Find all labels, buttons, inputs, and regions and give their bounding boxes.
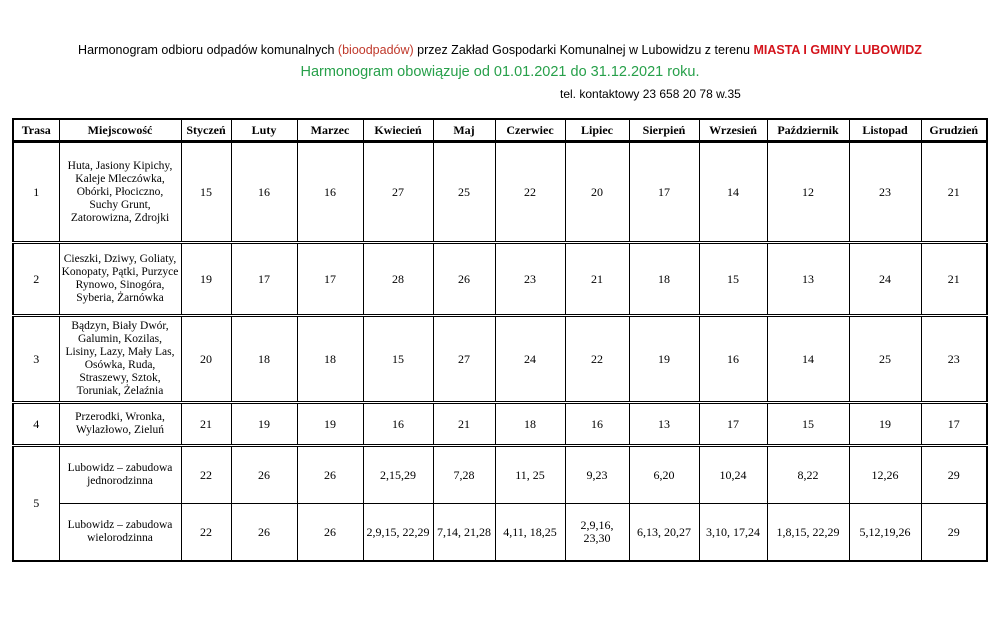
month-date-cell: 13 <box>767 243 849 316</box>
month-date-cell: 15 <box>363 316 433 403</box>
month-date-cell: 18 <box>629 243 699 316</box>
trasa-cell: 3 <box>13 316 59 403</box>
month-date-cell: 6,20 <box>629 446 699 504</box>
month-date-cell: 20 <box>565 142 629 243</box>
month-date-cell: 16 <box>231 142 297 243</box>
month-date-cell: 26 <box>231 446 297 504</box>
month-date-cell: 19 <box>181 243 231 316</box>
month-date-cell: 17 <box>921 403 987 446</box>
month-date-cell: 1,8,15, 22,29 <box>767 504 849 562</box>
month-date-cell: 14 <box>767 316 849 403</box>
column-header: Styczeń <box>181 119 231 142</box>
month-date-cell: 11, 25 <box>495 446 565 504</box>
month-date-cell: 27 <box>363 142 433 243</box>
month-date-cell: 15 <box>699 243 767 316</box>
column-header: Maj <box>433 119 495 142</box>
month-date-cell: 16 <box>363 403 433 446</box>
month-date-cell: 13 <box>629 403 699 446</box>
place-cell: Huta, Jasiony Kipichy, Kaleje Mleczówka, Obórki, Płociczno, Suchy Grunt, Zatorowizna, Zdrojki <box>59 142 181 243</box>
month-date-cell: 21 <box>565 243 629 316</box>
column-header: Czerwiec <box>495 119 565 142</box>
month-date-cell: 21 <box>921 243 987 316</box>
trasa-cell: 2 <box>13 243 59 316</box>
month-date-cell: 23 <box>495 243 565 316</box>
place-cell: Bądzyn, Biały Dwór, Galumin, Kozilas, Lisiny, Lazy, Mały Las, Osówka, Ruda, Straszewy, Sztok, Toruniak, Żelaźnia <box>59 316 181 403</box>
heading-city: MIASTA I GMINY LUBOWIDZ <box>753 43 922 57</box>
column-header: Luty <box>231 119 297 142</box>
month-date-cell: 7,28 <box>433 446 495 504</box>
column-header: Wrzesień <box>699 119 767 142</box>
month-date-cell: 7,14, 21,28 <box>433 504 495 562</box>
heading-text-a: Harmonogram odbioru odpadów komunalnych <box>78 43 338 57</box>
month-date-cell: 15 <box>181 142 231 243</box>
place-cell: Lubowidz – zabudowa jednorodzinna <box>59 446 181 504</box>
month-date-cell: 15 <box>767 403 849 446</box>
month-date-cell: 4,11, 18,25 <box>495 504 565 562</box>
column-header: Trasa <box>13 119 59 142</box>
month-date-cell: 12 <box>767 142 849 243</box>
month-date-cell: 28 <box>363 243 433 316</box>
month-date-cell: 16 <box>699 316 767 403</box>
column-header: Kwiecień <box>363 119 433 142</box>
month-date-cell: 22 <box>495 142 565 243</box>
month-date-cell: 25 <box>849 316 921 403</box>
month-date-cell: 17 <box>699 403 767 446</box>
month-date-cell: 23 <box>849 142 921 243</box>
month-date-cell: 27 <box>433 316 495 403</box>
heading-bioodpady: (bioodpadów) <box>337 43 414 57</box>
table-row <box>13 504 987 562</box>
header-row <box>13 119 987 142</box>
month-date-cell: 26 <box>297 504 363 562</box>
month-date-cell: 18 <box>495 403 565 446</box>
month-date-cell: 18 <box>297 316 363 403</box>
month-date-cell: 17 <box>231 243 297 316</box>
column-header: Listopad <box>849 119 921 142</box>
table-row <box>13 316 987 403</box>
column-header: Marzec <box>297 119 363 142</box>
month-date-cell: 16 <box>297 142 363 243</box>
month-date-cell: 16 <box>565 403 629 446</box>
place-cell: Przerodki, Wronka, Wylazłowo, Zieluń <box>59 403 181 446</box>
month-date-cell: 8,22 <box>767 446 849 504</box>
month-date-cell: 6,13, 20,27 <box>629 504 699 562</box>
month-date-cell: 14 <box>699 142 767 243</box>
place-cell: Lubowidz – zabudowa wielorodzinna <box>59 504 181 562</box>
trasa-cell: 4 <box>13 403 59 446</box>
month-date-cell: 9,23 <box>565 446 629 504</box>
trasa-cell: 5 <box>13 446 59 562</box>
month-date-cell: 2,15,29 <box>363 446 433 504</box>
month-date-cell: 21 <box>181 403 231 446</box>
month-date-cell: 19 <box>849 403 921 446</box>
month-date-cell: 22 <box>181 504 231 562</box>
month-date-cell: 19 <box>231 403 297 446</box>
month-date-cell: 10,24 <box>699 446 767 504</box>
table-row <box>13 403 987 446</box>
column-header: Miejscowość <box>59 119 181 142</box>
month-date-cell: 24 <box>849 243 921 316</box>
month-date-cell: 23 <box>921 316 987 403</box>
schedule-heading <box>0 43 1000 57</box>
phone-line: tel. kontaktowy 23 658 20 78 w.35 <box>560 87 741 101</box>
month-date-cell: 19 <box>629 316 699 403</box>
month-date-cell: 17 <box>629 142 699 243</box>
trasa-cell: 1 <box>13 142 59 243</box>
column-header: Grudzień <box>921 119 987 142</box>
table-row <box>13 446 987 504</box>
column-header: Październik <box>767 119 849 142</box>
month-date-cell: 5,12,19,26 <box>849 504 921 562</box>
month-date-cell: 26 <box>433 243 495 316</box>
month-date-cell: 19 <box>297 403 363 446</box>
month-date-cell: 26 <box>297 446 363 504</box>
place-cell: Cieszki, Dziwy, Goliaty, Konopaty, Pątki, Purzyce Rynowo, Sinogóra, Syberia, Żarnówka <box>59 243 181 316</box>
table-row <box>13 243 987 316</box>
heading-text-b: przez Zakład Gospodarki Komunalnej w Lubowidzu z terenu <box>413 43 754 57</box>
month-date-cell: 29 <box>921 446 987 504</box>
month-date-cell: 29 <box>921 504 987 562</box>
month-date-cell: 21 <box>433 403 495 446</box>
column-header: Sierpień <box>629 119 699 142</box>
month-date-cell: 26 <box>231 504 297 562</box>
column-header: Lipiec <box>565 119 629 142</box>
month-date-cell: 3,10, 17,24 <box>699 504 767 562</box>
month-date-cell: 2,9,15, 22,29 <box>363 504 433 562</box>
validity-line: Harmonogram obowiązuje od 01.01.2021 do 31.12.2021 roku. <box>300 64 700 80</box>
table-row <box>13 142 987 243</box>
schedule-table <box>12 118 988 562</box>
month-date-cell: 18 <box>231 316 297 403</box>
month-date-cell: 22 <box>565 316 629 403</box>
month-date-cell: 21 <box>921 142 987 243</box>
month-date-cell: 24 <box>495 316 565 403</box>
month-date-cell: 17 <box>297 243 363 316</box>
month-date-cell: 12,26 <box>849 446 921 504</box>
month-date-cell: 22 <box>181 446 231 504</box>
month-date-cell: 20 <box>181 316 231 403</box>
month-date-cell: 25 <box>433 142 495 243</box>
month-date-cell: 2,9,16, 23,30 <box>565 504 629 562</box>
